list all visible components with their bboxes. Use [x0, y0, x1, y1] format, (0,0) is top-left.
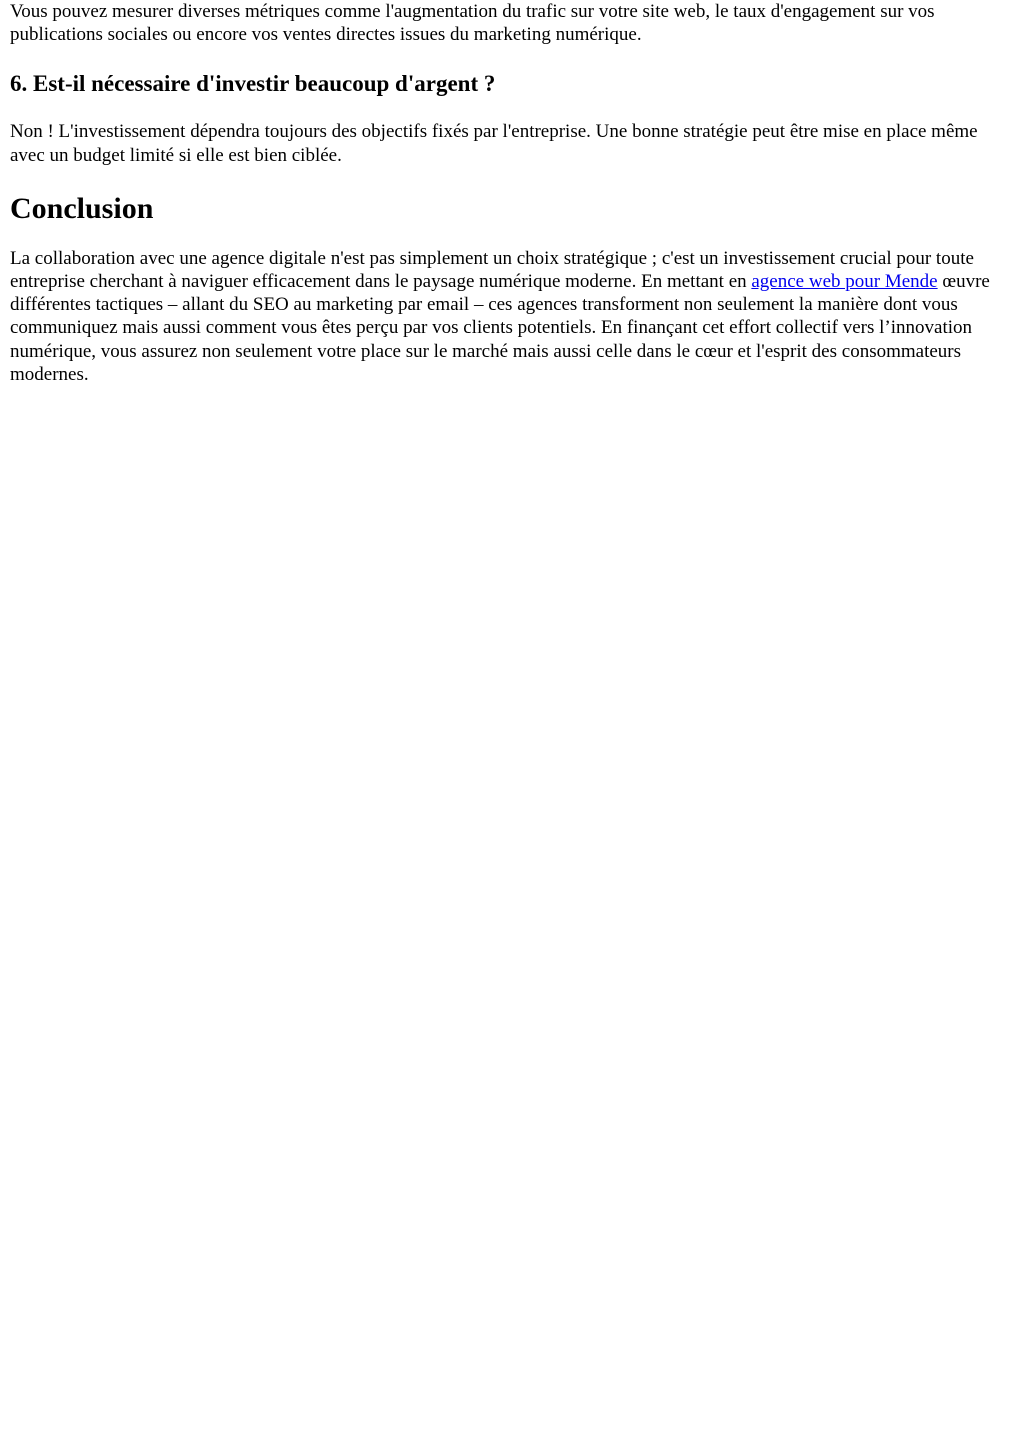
conclusion-heading: Conclusion	[10, 191, 154, 225]
agence-web-mende-link[interactable]: agence web pour Mende	[751, 271, 938, 293]
faq-6-heading: 6. Est-il nécessaire d'investir beaucoup d'argent ?	[10, 71, 496, 97]
faq-6-answer: Non ! L'investissement dépendra toujours des objectifs fixés par l'entreprise. Une bonne stratégie peut être mise en place même avec un budget limité si elle est bien ciblée.	[10, 121, 978, 166]
intro-paragraph: Vous pouvez mesurer diverses métriques comme l'augmentation du trafic sur votre site web, le taux d'engagement sur vos publications sociales ou encore vos ventes directes issues du marketing numérique.	[10, 1, 935, 46]
article-content	[0, 0, 1024, 386]
conclusion-text-after-link: œuvre différentes tactiques – allant du SEO au marketing par email – ces agences transforment non seulement la manière dont vous communiquez mais aussi comment vous êtes perçu par vos clients potentiels. En finançant cet effort collectif vers l’innovation numérique, vous assurez non seulement votre place sur le marché mais aussi celle dans le cœur et l'esprit des consommateurs modernes.	[10, 271, 990, 385]
conclusion-paragraph	[10, 247, 1014, 386]
conclusion-text-before-link: La collaboration avec une agence digitale n'est pas simplement un choix stratégique ; c'est un investissement crucial pour toute entreprise cherchant à naviguer efficacement dans le paysage numérique moderne. En mettant en	[10, 247, 974, 293]
